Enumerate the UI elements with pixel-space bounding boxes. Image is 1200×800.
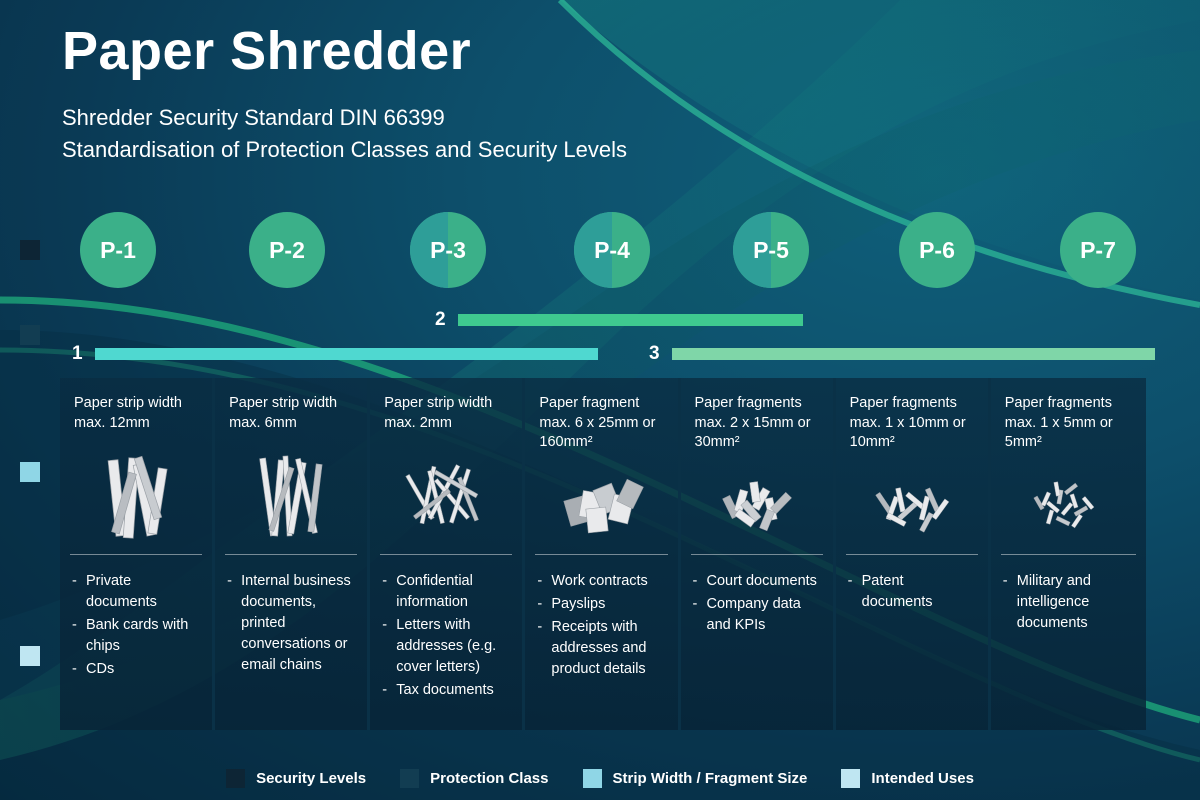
paper-fragment-icon (525, 452, 680, 544)
use-text: Work contracts (551, 573, 648, 589)
use-text: Military and intelligence documents (1016, 573, 1091, 632)
marker-intended-uses (20, 646, 40, 666)
table-column-p3 (370, 378, 525, 730)
column-size-cell (681, 378, 833, 554)
dash-marker: - (692, 596, 698, 613)
column-uses-cell (681, 555, 833, 638)
use-text: Patent documents (861, 573, 933, 611)
list-item (382, 615, 512, 678)
legend-label: Security Levels (256, 770, 367, 787)
list-item (537, 571, 667, 592)
dash-marker: - (72, 661, 77, 678)
legend-label: Strip Width / Fragment Size (612, 770, 808, 787)
use-text: Private documents (86, 573, 157, 611)
size-text: Paper strip width max. 2mm (384, 395, 493, 431)
subtitle-line-1: Shredder Security Standard DIN 66399 (62, 105, 445, 131)
column-size-cell (525, 378, 677, 554)
paper-fragment-icon (991, 452, 1146, 544)
legend-item-protection-class (400, 769, 548, 788)
dash-marker: - (1002, 573, 1008, 589)
use-text: Tax documents (396, 682, 494, 699)
security-level-label: P-4 (594, 236, 630, 263)
table-column-p7 (991, 378, 1146, 730)
paper-strip-icon (215, 452, 370, 544)
header (62, 20, 627, 166)
list-item (848, 571, 978, 613)
list-item (72, 571, 202, 613)
uses-list (1003, 571, 1136, 634)
list-item (72, 615, 202, 657)
dash-marker: - (847, 573, 853, 589)
table-column-p5 (681, 378, 836, 730)
page-subtitle (62, 102, 627, 166)
uses-list (227, 571, 357, 676)
use-text: Bank cards with chips (86, 617, 189, 655)
protection-class-number: 3 (649, 343, 660, 364)
marker-strip-width (20, 462, 40, 482)
uses-list (382, 571, 512, 701)
paper-strip-icon (60, 452, 215, 544)
security-level-p6[interactable] (899, 212, 975, 288)
size-text: Paper strip width max. 6mm (229, 395, 338, 431)
legend (0, 769, 1200, 788)
column-uses-cell (525, 555, 677, 682)
protection-class-number: 2 (435, 309, 446, 330)
table-column-p6 (836, 378, 991, 730)
paper-fragment-icon (681, 452, 836, 544)
use-text: Company data and KPIs (706, 596, 801, 634)
protection-class-bar (672, 348, 1155, 360)
dash-marker: - (72, 573, 77, 589)
uses-list (537, 571, 667, 680)
security-level-p2[interactable] (249, 212, 325, 288)
table-column-p4 (525, 378, 680, 730)
size-text: Paper fragments max. 1 x 5mm or 5mm² (1004, 395, 1113, 451)
security-level-label: P-6 (919, 236, 955, 263)
shredder-class-table (60, 378, 1146, 730)
legend-swatch-icon (400, 769, 419, 788)
security-level-p4[interactable] (574, 212, 650, 288)
legend-item-intended-uses (841, 769, 974, 788)
list-item (537, 594, 667, 615)
use-text: Receipts with addresses and product details (551, 619, 647, 678)
legend-swatch-icon (226, 769, 245, 788)
protection-class-bars (0, 300, 1200, 362)
column-size-cell (215, 378, 367, 554)
legend-item-security-levels (226, 769, 366, 788)
legend-label: Protection Class (430, 770, 549, 787)
dash-marker: - (537, 619, 543, 636)
use-text: Confidential information (396, 573, 473, 611)
use-text: CDs (86, 661, 115, 678)
size-text: Paper fragments max. 1 x 10mm or 10mm² (849, 395, 966, 451)
protection-class-bar (458, 314, 803, 326)
list-item (382, 680, 512, 701)
paper-strip-icon (370, 452, 525, 544)
protection-class-bar (95, 348, 598, 360)
protection-class-1 (72, 343, 598, 365)
column-size-cell (836, 378, 988, 554)
protection-class-number: 1 (72, 343, 83, 364)
security-level-label: P-7 (1080, 236, 1116, 263)
uses-list (848, 571, 978, 613)
uses-list (72, 571, 202, 680)
marker-security-levels (20, 240, 40, 260)
dash-marker: - (537, 596, 543, 613)
uses-list (693, 571, 823, 636)
dash-marker: - (72, 617, 77, 634)
column-size-cell (370, 378, 522, 554)
dash-marker: - (537, 573, 543, 589)
list-item (382, 571, 512, 613)
dash-marker: - (382, 617, 388, 634)
security-level-p5[interactable] (733, 212, 809, 288)
use-text: Payslips (551, 596, 606, 613)
use-text: Letters with addresses (e.g. cover letters) (396, 617, 497, 676)
page-title: Paper Shredder (62, 21, 472, 81)
security-level-row (0, 212, 1200, 290)
list-item (693, 594, 823, 636)
list-item (1003, 571, 1136, 634)
security-level-p1[interactable] (80, 212, 156, 288)
paper-fragment-icon (836, 452, 991, 544)
table-column-p2 (215, 378, 370, 730)
legend-swatch-icon (583, 769, 602, 788)
column-size-cell (991, 378, 1146, 554)
marker-protection-class (20, 325, 40, 345)
legend-swatch-icon (841, 769, 860, 788)
security-level-p3[interactable] (410, 212, 486, 288)
column-uses-cell (836, 555, 988, 615)
security-level-p7[interactable] (1060, 212, 1136, 288)
legend-label: Intended Uses (871, 770, 974, 787)
column-uses-cell (215, 555, 367, 678)
dash-marker: - (227, 573, 232, 589)
security-level-label: P-2 (269, 236, 305, 263)
list-item (227, 571, 357, 676)
use-text: Court documents (706, 573, 817, 589)
protection-class-2 (435, 309, 803, 331)
column-uses-cell (991, 555, 1146, 636)
column-size-cell (60, 378, 212, 554)
list-item (537, 617, 667, 680)
column-uses-cell (60, 555, 212, 682)
size-text: Paper fragment max. 6 x 25mm or 160mm² (539, 395, 656, 451)
dash-marker: - (692, 573, 698, 589)
dash-marker: - (382, 682, 388, 699)
security-level-label: P-1 (100, 236, 136, 263)
legend-item-strip-width (583, 769, 808, 788)
subtitle-line-2: Standardisation of Protection Classes and Security Levels (62, 136, 627, 162)
list-item (693, 571, 823, 592)
size-text: Paper fragments max. 2 x 15mm or 30mm² (694, 395, 811, 451)
column-uses-cell (370, 555, 522, 703)
dash-marker: - (382, 573, 388, 589)
security-level-label: P-5 (753, 236, 789, 263)
list-item (72, 659, 202, 680)
table-column-p1 (60, 378, 215, 730)
size-text: Paper strip width max. 12mm (74, 395, 182, 431)
use-text: Internal business documents, printed conversations or email chains (241, 573, 351, 674)
protection-class-3 (649, 343, 1155, 365)
security-level-label: P-3 (430, 236, 466, 263)
